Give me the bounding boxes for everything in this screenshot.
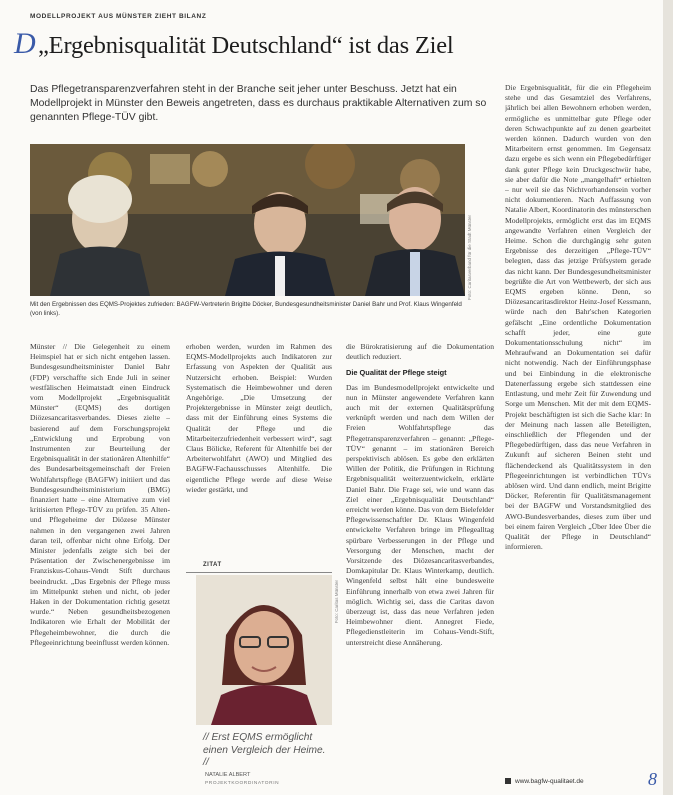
quote-author-role: PROJEKTKOORDINATORIN bbox=[205, 781, 280, 786]
portrait-credit: Foto: Caritas Münster bbox=[334, 580, 339, 624]
quote-author-name: NATALIE ALBERT bbox=[205, 772, 251, 778]
kicker: MODELLPROJEKT AUS MÜNSTER ZIEHT BILANZ bbox=[30, 13, 207, 20]
footer-url[interactable]: www.bagfw-qualitaet.de bbox=[515, 778, 584, 785]
pull-quote: // Erst EQMS ermöglicht einen Vergleich der Heime. // bbox=[203, 732, 326, 768]
quote-divider bbox=[186, 572, 332, 573]
column-3-intro: die Bürokratisierung auf die Dokumentation deutlich reduziert. bbox=[346, 342, 494, 362]
subheading: Die Qualität der Pflege steigt bbox=[346, 368, 447, 378]
quote-label: ZITAT bbox=[203, 562, 222, 568]
article-column-1: Münster // Die Gelegenheit zu einem Heimspiel hat er sich nicht entgehen lassen. Bundesgesundheitsminister Daniel Bahr (FDP) verschaffte sich Ende Juli in seiner westfälischen Heimatstadt einen Eindruck vom Modellprojekt „Ergebnisqualität Münster“ (EQMS) des dortigen Diözesancaritasverbandes. Dieses zielte – basierend auf dem Forschungsprojekt „Entwicklung und Erprobung von Instrumenten zur Beurteilung der Ergebnisqualität in der stationären Altenhilfe“ des Bundesarbeitsgemeinschaft der Freien Wohlfahrtspflege (BAGFW) initiiert und das Bundesgesundheitsministerium (BMG) finanziert hatte – eine Alternative zum viel kritisierten Pflege-TÜV zu prüfen. 35 Alten- und Pflegeheime der Diözese Münster nahmen in den vergangenen zwei Jahren daran teil, offenbar nicht ohne Erfolg. Der Minister jedenfalls zeigte sich bei der Präsentation der Zwischenergebnisse im Franziskus-Cohaus-Vendt Stift durchaus beeindruckt. „Das Ergebnis der Pflege muss im Mittelpunkt stehen und nicht, ob jeder Haken in der Dokumentation richtig gesetzt wurde.“ Neben gesundheitsbezogenen Indikatoren wie Erhalt der Mobilität der Pflegeheimbewohner, die durch die Pflegeeinrichtung beeinflusst werden können. bbox=[30, 342, 170, 647]
photo-caption: Mit den Ergebnissen des EQMS-Projektes zufrieden: BAGFW-Vertreterin Brigitte Döcker, Bundesgesundheitsminister Daniel Bahr und Prof. Klaus Wingenfeld (von links). bbox=[30, 301, 462, 317]
article-column-4: Die Ergebnisqualität, für die ein Pflegeheim stehe und das Gesamtziel des Verfahrens, jährlich bei allen Bewohnern erhoben werden, ermögliche es unmittelbar gute Pflege oder deren Schwachpunkte auf zu denen gearbeitet werden können. Dadurch wurden von den Mitarbeitern ernst genommen. Im Gegensatz dazu ergebe es sich wenn ein Pflegebedürftiger dank guter Pflege kein Druckgeschwür habe, sie aber dafür die Note „mangelhaft“ erhielten – nur weil sie das Nichtvorhandensein vorher nicht dokumentieren. Nach Auffassung von Natalie Albert, Koordinatorin des münsterschen Modellprojekts, ermöglicht erst das im EQMS angewandte Verfahren einen Vergleich der Heime. Schon die durchgängig sehr guten Ergebnisse des derzeitigen „Pflege-TÜV“ belegten, dass das jetzige Prüfsystem gerade das nicht kann. Der Bundesgesundheitsminister begrüßte die Art von Wettbewerb, der sich aus EQMS ergeben könne. Denn, so Diözesancaritasdirektor Heinz-Josef Kessmann, würde nach den Bahr'schen Kategorien gefälscht „Eine ordentliche Dokumentation schafft jeder, eine gute Dokumentationsschulung nicht“ im Mehraufwand an Dokumentation sei dafür nicht notwendig. Nach der Einführungsphase und bei Einbindung in die elektronische Datenerfassung ergebe sich stattdessen eine Entlastung, und mehr Zeit für Zuwendung und Sorge um Menschen. Mit der mit dem EQMS-Projekt beschäftigten ist sich die Sache klar: In der Meinung nach lassen alle Beteiligten, einschließlich der Pflegenden und der Pflegebedürftigen, dass das neue Verfahren in Zukunft auf sicheren Beinen steht und flächendeckend als Qualitätssystem in den Pflegeeinrichtungen ist verbindlichen TÜVs ablösen wird. Und dann endlich, meint Brigitte Döcker, Referentin für Qualitätsmanagement bei der BAGFW und Vorstandsmitglied des AWO-Bundesverbandes, dieses zum über und bei einem fairen Vergleich „Über Idee Über die Qualität der Pflege in Deutschland“ informieren. bbox=[505, 83, 651, 552]
quote-portrait bbox=[196, 575, 332, 725]
handwritten-mark: D bbox=[14, 27, 36, 60]
article-column-2: erhoben werden, wurden im Rahmen des EQMS-Modellprojekts auch Indikatoren zur Erfassung von Aspekten der Qualität aus Nutzersicht erhoben. Beispiel: Wurden Systematisch die Heimbewohner und deren Angehörige. „Die Umsetzung der Projektergebnisse in Münster zeigt deutlich, dass mit der Einführung eines Systems die Qualität der Pflege und die Mitarbeiterzufriedenheit verbessert wird“, sagt Claus Bölicke, Referent für Altenhilfe bei der Arbeiterwohlfahrt (AWO) und Mitglied des BAGFW-Fachausschusses Altenhilfe. Die eigentliche Pflege werde auf diese Weise wieder gestärkt, und bbox=[186, 342, 332, 494]
group-photo bbox=[30, 144, 465, 296]
lead-paragraph: Das Pflegetransparenzverfahren steht in der Branche seit jeher unter Beschuss. Jetzt hat ein Modellprojekt in Münster den Beweis angetreten, dass es durchaus praktikable Alternativen zum so genannten Pflege-TÜV gibt. bbox=[30, 84, 487, 123]
footer-link[interactable] bbox=[505, 778, 584, 785]
column-3-body: Das im Bundesmodellprojekt entwickelte und nun in Münster angewendete Verfahren kann auch mit der externen Qualitätsprüfung verknüpft werden und nach dem Willen der Freien Wohlfahrtspflege das Pflegetransparenzverfahren – genannt: „Pflege-TÜV“ genannt – im stationären Bereich perspektivisch ablösen. Es gebe den erklärten Willen der Politik, die Prüfungen in Richtung Ergebnisqualität weiterzuentwickeln, erklärte Daniel Bahr. Die Frage sei, wie und wann das Ziel einer „Ergebnisqualität Deutschland“ erreicht werden könne. Das von dem Bielefelder Pflegewissenschaftler Dr. Klaus Wingenfeld entwickelte Verfahren bringe im Pflegealltag spürbare Verbesserungen in der Pflege und Versorgung der Menschen, macht der Vorsitzende des Diözesancaritasverbandes, Domkapitular Dr. Klaus Winterkamp, deutlich. Wingenfeld selbst hält eine bundesweite Einführung innerhalb von etwa zwei Jahren für möglich. Wichtig sei, dass die Caritas davon überzeugt ist, dass das neue Verfahren jeden Heimbewohner dient. Annegret Fiede, Pflegedienstleiterin im Cohaus-Vendt-Stift, unterstreicht diese Annäherung. bbox=[346, 382, 494, 647]
article-column-3 bbox=[346, 342, 494, 774]
photo-credit: Foto: Caritasverband für die Stadt Münster bbox=[467, 214, 472, 300]
page-number: 8 bbox=[648, 769, 657, 789]
headline: „Ergebnisqualität Deutschland“ ist das Ziel bbox=[38, 32, 454, 59]
square-bullet-icon bbox=[505, 778, 511, 784]
scan-edge bbox=[663, 0, 673, 795]
